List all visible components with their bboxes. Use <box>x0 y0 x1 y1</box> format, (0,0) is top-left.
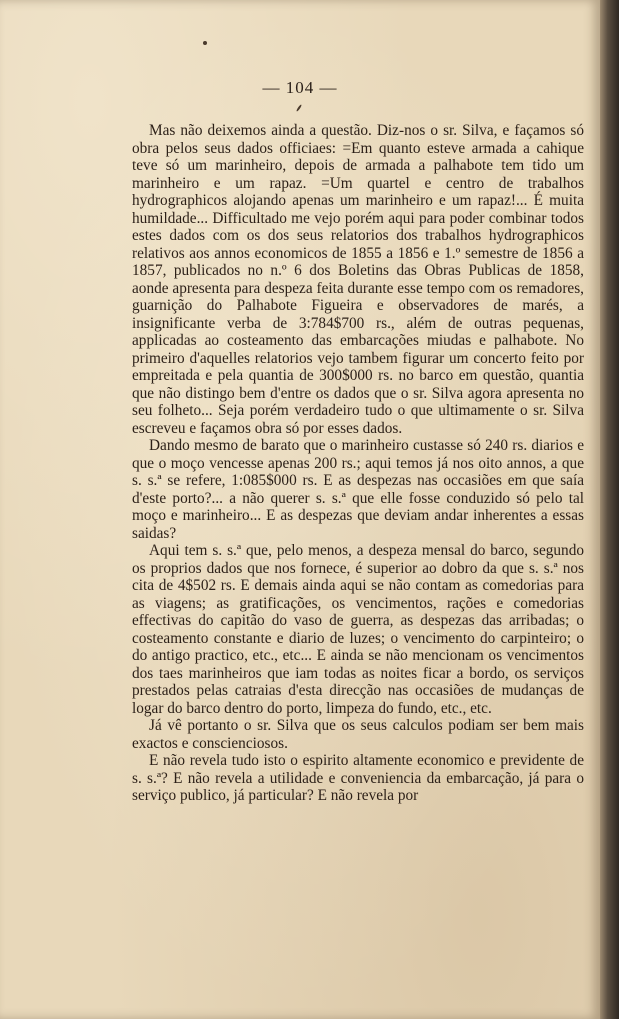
paragraph-2: Dando mesmo de barato que o marinheiro custasse só 240 rs. diarios e que o moço vencesse apenas 200 rs.; aqui temos já nos oito annos, a que s. s.ª se refere, 1:085$000 rs. E as despezas nas occasiões em que saía d'este porto?... a não querer s. s.ª que elle fosse conduzido só pelo tal moço e marinheiro... E as despezas que deviam andar inherentes a essas saidas? <box>132 437 584 542</box>
paragraph-4: Já vê portanto o sr. Silva que os seus calculos podiam ser bem mais exactos e conscienciosos. <box>132 717 584 752</box>
body-text <box>132 122 584 805</box>
ink-speck <box>203 41 207 45</box>
ink-speck <box>296 104 302 112</box>
page-number: — 104 — <box>262 78 338 97</box>
paragraph-3: Aqui tem s. s.ª que, pelo menos, a despeza mensal do barco, segundo os proprios dados que nos fornece, é superior ao dobro da que s. s.ª nos cita de 4$502 rs. E demais ainda aqui se não contam as comedorias para as viagens; as gratificações, os vencimentos, rações e comedorias effectivas do capitão do vaso de guerra, as despezas das arribadas; o costeamento constante e diario de luzes; o vencimento do carpinteiro; o do antigo practico, etc., etc... E ainda se não mencionam os vencimentos dos taes marinheiros que iam todas as noites ficar a bordo, os serviços prestados pelas catraias d'esta direcção nas occasiões de mudanças de logar do barco dentro do porto, limpeza do fundo, etc., etc. <box>132 542 584 717</box>
page-edge-shadow <box>600 0 619 1019</box>
paragraph-1: Mas não deixemos ainda a questão. Diz-nos o sr. Silva, e façamos só obra pelos seus dados officiaes: =Em quanto esteve armada a cahique teve só um marinheiro, depois de armada a palhabote tem tido um marinheiro e um rapaz. =Um quartel e centro de trabalhos hydrographicos alojando apenas um marinheiro e um rapaz!... É muita humildade... Difficultado me vejo porém aqui para poder combinar todos estes dados com os dos seus relatorios dos trabalhos hydrographicos relativos aos annos economicos de 1855 a 1856 e 1.º semestre de 1856 a 1857, publicados no n.º 6 dos Boletins das Obras Publicas de 1858, aonde apresenta para despeza feita durante esse tempo com os remadores, guarnição do Palhabote Figueira e observadores de marés, a insignificante verba de 3:784$700 rs., além de outras pequenas, applicadas ao costeamento das embarcações miudas e palhabote. No primeiro d'aquelles relatorios vejo tambem figurar um concerto feito por empreitada e pela quantia de 300$000 rs. no barco em questão, quantia que não distingo bem d'entre os dados que o sr. Silva agora apresenta no seu folheto... Seja porém verdadeiro tudo o que ultimamente o sr. Silva escreveu e façamos obra só por esses dados. <box>132 122 584 437</box>
paragraph-5: E não revela tudo isto o espirito altamente economico e previdente de s. s.ª? E não revela a utilidade e conveniencia da embarcação, já para o serviço publico, já particular? E não revela por <box>132 752 584 804</box>
